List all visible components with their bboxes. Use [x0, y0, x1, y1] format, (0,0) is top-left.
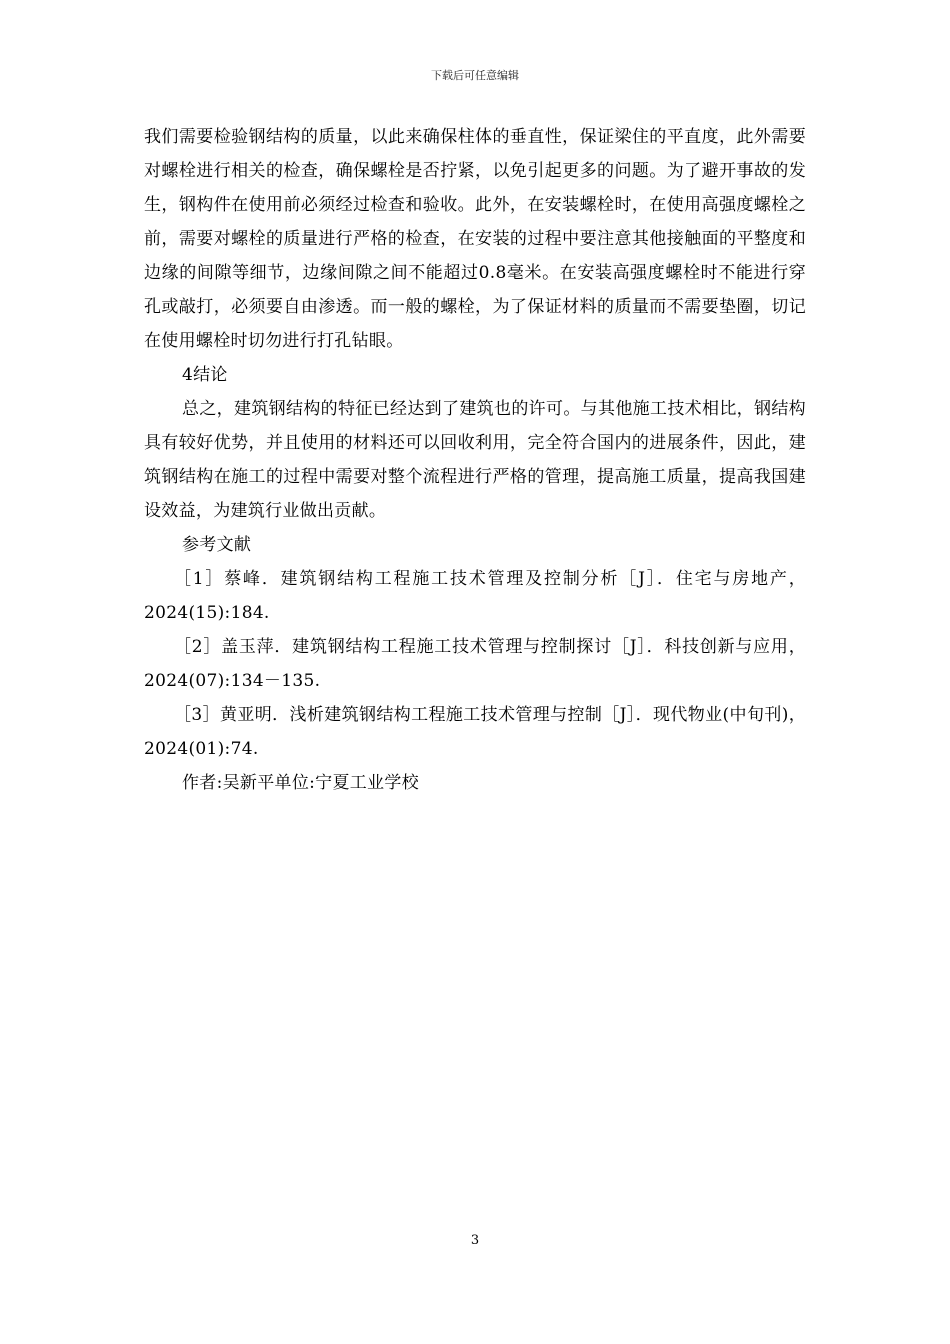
page-number: 3	[470, 1233, 480, 1248]
reference-item: ［3］黄亚明．浅析建筑钢结构工程施工技术管理与控制［J］．现代物业(中旬刊)，2024(01):74.	[144, 705, 806, 759]
conclusion-paragraph: 总之，建筑钢结构的特征已经达到了建筑也的许可。与其他施工技术相比，钢结构具有较好优势，并且使用的材料还可以回收利用，完全符合国内的进展条件，因此，建筑钢结构在施工的过程中需要对整个流程进行严格的管理，提高施工质量，提高我国建设效益，为建筑行业做出贡献。	[144, 399, 806, 521]
body-paragraph: 我们需要检验钢结构的质量，以此来确保柱体的垂直性，保证梁住的平直度，此外需要对螺栓进行相关的检查，确保螺栓是否拧紧，以免引起更多的问题。为了避开事故的发生，钢构件在使用前必须经过检查和验收。此外，在安装螺栓时，在使用高强度螺栓之前，需要对螺栓的质量进行严格的检查，在安装的过程中要注意其他接触面的平整度和边缘的间隙等细节，边缘间隙之间不能超过0.8毫米。在安装高强度螺栓时不能进行穿孔或敲打，必须要自由渗透。而一般的螺栓，为了保证材料的质量而不需要垫圈，切记在使用螺栓时切勿进行打孔钻眼。	[144, 127, 806, 351]
author-line: 作者:吴新平单位:宁夏工业学校	[182, 773, 419, 793]
reference-item: ［2］盖玉萍．建筑钢结构工程施工技术管理与控制探讨［J］．科技创新与应用，2024(07):134－135.	[144, 637, 806, 691]
document-body	[144, 120, 806, 800]
reference-item: ［1］蔡峰．建筑钢结构工程施工技术管理及控制分析［J］．住宅与房地产，2024(15):184.	[144, 569, 806, 623]
page-header: 下载后可任意编辑	[431, 69, 519, 82]
references-heading: 参考文献	[182, 535, 252, 555]
section-heading: 4结论	[182, 365, 228, 385]
